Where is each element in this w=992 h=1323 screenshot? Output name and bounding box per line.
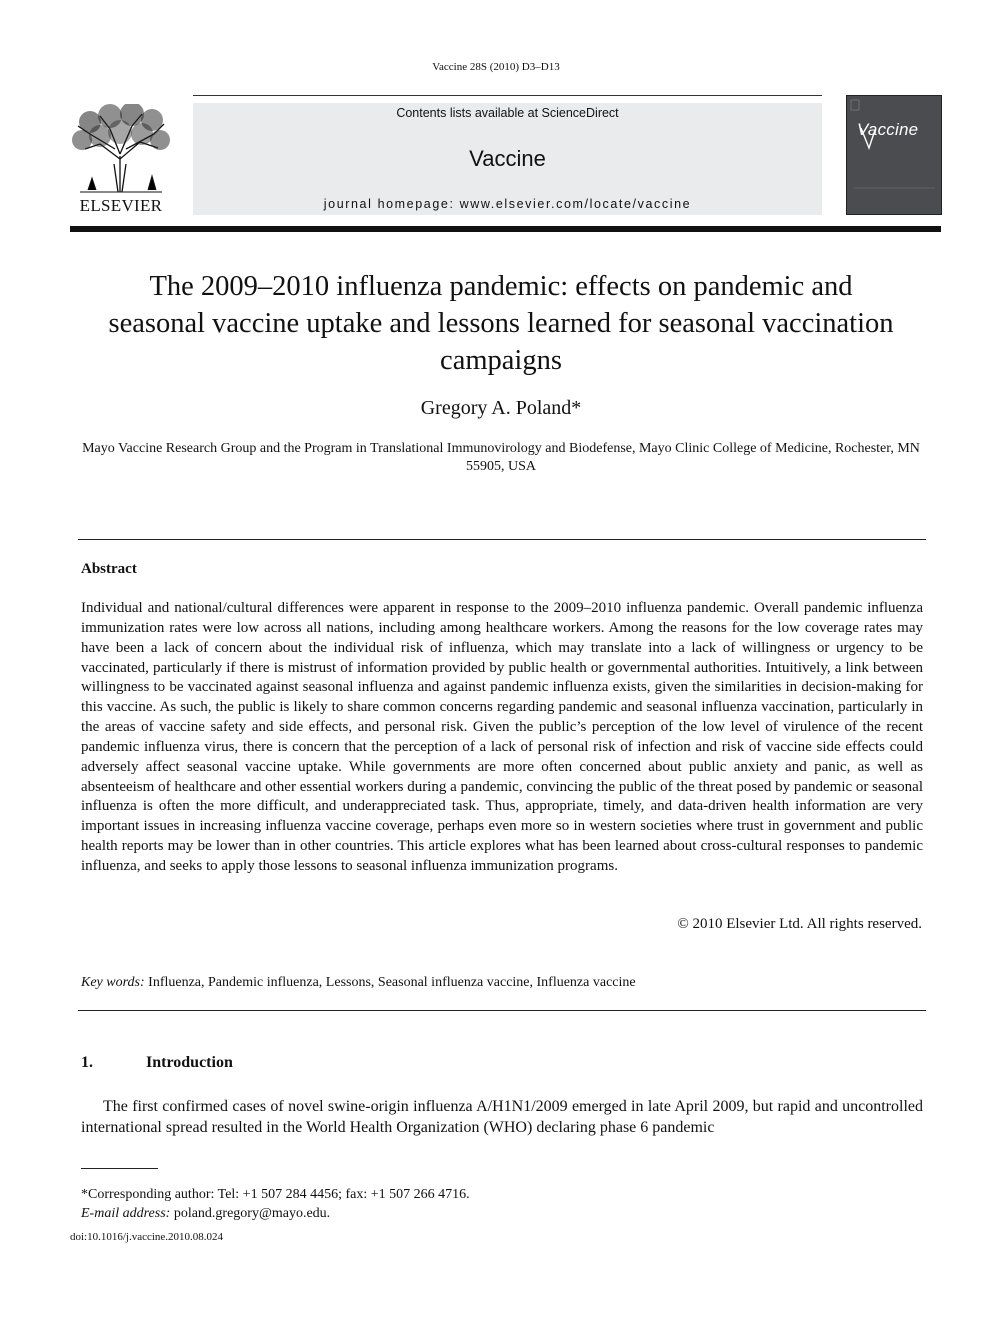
elsevier-logo xyxy=(70,104,172,216)
footnote-rule xyxy=(81,1168,158,1169)
keywords-line xyxy=(81,975,636,991)
section-title: Introduction xyxy=(146,1054,233,1071)
abstract-bottom-rule xyxy=(78,1010,926,1011)
elsevier-tree-icon xyxy=(70,104,172,194)
section-number: 1. xyxy=(81,1054,93,1071)
author-affiliation: Mayo Vaccine Research Group and the Program in Translational Immunovirology and Biodefense, Mayo Clinic College of Medicine, Rochester, MN 55905, USA xyxy=(82,441,920,474)
email-label: E-mail address: xyxy=(81,1206,171,1221)
header-thick-rule xyxy=(70,226,941,232)
journal-homepage-link[interactable]: journal homepage: www.elsevier.com/locate/vaccine xyxy=(323,197,692,211)
section-heading-introduction xyxy=(81,1054,233,1072)
journal-citation: Vaccine 28S (2010) D3–D13 xyxy=(432,61,560,73)
abstract-heading: Abstract xyxy=(81,561,137,577)
keywords-list: Influenza, Pandemic influenza, Lessons, Seasonal influenza vaccine, Influenza vaccine xyxy=(148,975,636,990)
contents-available-line: Contents lists available at ScienceDirect xyxy=(396,106,619,120)
masthead-top-rule xyxy=(193,95,822,96)
cover-journal-title: Vaccine xyxy=(857,120,919,139)
abstract-top-rule xyxy=(78,539,926,540)
journal-name: Vaccine xyxy=(469,146,546,171)
email-note xyxy=(81,1206,330,1222)
article-title: The 2009–2010 influenza pandemic: effects on pandemic and seasonal vaccine uptake and lessons learned for seasonal vaccination campaigns xyxy=(108,271,894,376)
elsevier-wordmark: ELSEVIER xyxy=(79,196,163,215)
email-address[interactable]: poland.gregory@mayo.edu. xyxy=(173,1206,331,1221)
cover-decoration-icon xyxy=(847,96,941,214)
introduction-paragraph: The first confirmed cases of novel swine-origin influenza A/H1N1/2009 emerged in late April 2009, but rapid and uncontrolled international spread resulted in the World Health Organization (WHO) declaring phase 6 pandemic xyxy=(81,1098,923,1136)
corresponding-author-note: *Corresponding author: Tel: +1 507 284 4456; fax: +1 507 266 4716. xyxy=(81,1187,470,1202)
doi-line[interactable]: doi:10.1016/j.vaccine.2010.08.024 xyxy=(70,1231,224,1243)
copyright-notice: © 2010 Elsevier Ltd. All rights reserved. xyxy=(677,916,922,932)
abstract-body: Individual and national/cultural differences were apparent in response to the 2009–2010 influenza pandemic. Overall pandemic influenza immunization rates were low across all nations, including among healthcare workers. Among the reasons for the low coverage rates may have been a lack of concern about the individual risk of influenza, which may translate into a lack of willingness or urgency to be vaccinated, particularly if there is mistrust of information provided by public health or governmental authorities. Intuitively, a link between willingness to be vaccinated against seasonal influenza and against pandemic influenza exists, given the similarities in decision-making for this vaccine. As such, the public is likely to share common concerns regarding pandemic and seasonal influenza vaccination, particularly in the areas of vaccine safety and side effects, and personal risk. Given the public’s perception of the low level of virulence of the recent pandemic influenza virus, there is concern that the perception of a lack of personal risk of infection and risk of vaccine side effects could adversely affect seasonal vaccine uptake. While governments are more often concerned about public anxiety and panic, as well as absenteeism of healthcare and other essential workers during a pandemic, convincing the public of the threat posed by pandemic or seasonal influenza is often the more difficult, and underappreciated task. Thus, appropriate, timely, and data-driven health information are very important issues in increasing influenza vaccine coverage, perhaps even more so in western societies where trust in government and public health reports may be lower than in other countries. This article explores what has been learned about cross-cultural responses to pandemic influenza, and seeks to apply those lessons to seasonal influenza immunization programs. xyxy=(81,600,923,874)
article-author: Gregory A. Poland* xyxy=(420,397,582,419)
keywords-label: Key words: xyxy=(81,975,145,990)
journal-cover-thumbnail xyxy=(846,95,942,215)
